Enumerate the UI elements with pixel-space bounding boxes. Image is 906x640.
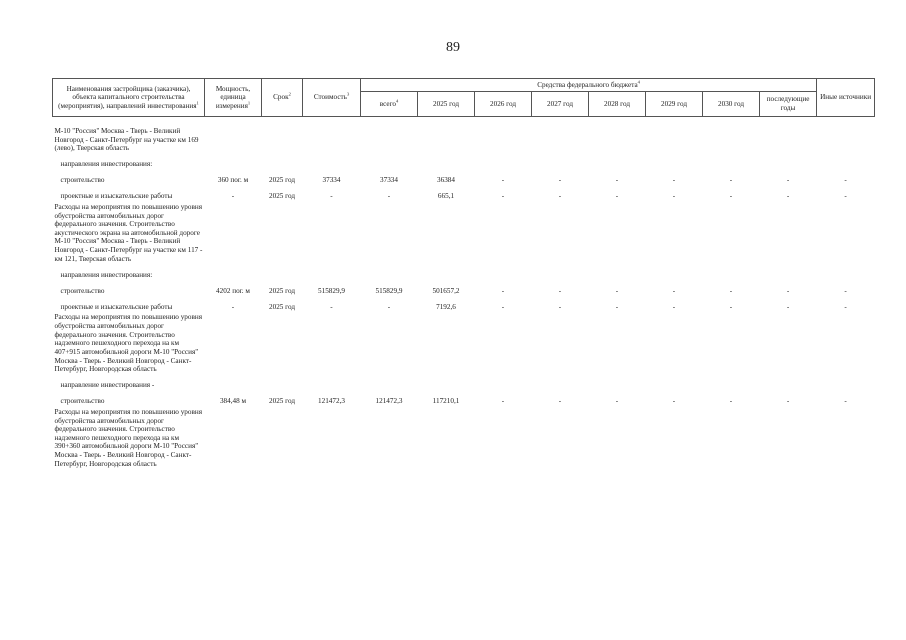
later-years-cell: -	[786, 286, 790, 295]
other-sources-cell: -	[844, 397, 847, 406]
header-2028: 2028 год	[589, 92, 646, 117]
row-label: проектные и изыскательские работы	[60, 302, 173, 311]
y2026-cell: -	[501, 176, 505, 185]
capacity-cell: 360 пог. м	[217, 176, 249, 185]
y2027-cell: -	[558, 302, 562, 311]
header-cost: Стоимость$^3$	[303, 79, 361, 117]
y2030-cell: -	[729, 192, 733, 201]
y2028-cell: -	[615, 286, 619, 295]
y2030-cell: -	[729, 302, 733, 311]
cost-cell: -	[330, 192, 333, 201]
later-years-cell: -	[786, 176, 790, 185]
cost-cell: 121472,3	[318, 397, 345, 406]
header-other-sources: Иные источники	[817, 79, 875, 117]
y2029-cell: -	[672, 397, 676, 406]
investment-direction-label: направление инвестирования -	[60, 381, 155, 390]
object-title: Расходы на мероприятия по повышению уровня обустройства автомобильных дорог федерального значения. Строительство акустического экрана на автомобильной дороге М-10 "Россия" Москва - Тверь - Великий Новгород - Санкт-Петербург на участке км 117 - км 121, Тверская область	[54, 202, 203, 263]
budget-table	[52, 78, 875, 469]
term-cell: 2025 год	[269, 286, 295, 295]
investment-direction-row	[53, 264, 875, 280]
investment-direction-label: направления инвестирования:	[60, 270, 153, 279]
table-row	[53, 391, 875, 407]
y2028-cell: -	[615, 302, 619, 311]
capacity-cell: -	[231, 302, 235, 311]
cost-cell: 37334	[322, 176, 341, 185]
investment-direction-row	[53, 154, 875, 170]
row-label: строительство	[60, 397, 105, 406]
y2025-cell: 7192,6	[436, 302, 456, 311]
y2026-cell: -	[501, 397, 505, 406]
y2030-cell: -	[729, 286, 733, 295]
table-row	[53, 186, 875, 202]
cost-cell: 515829,9	[318, 286, 345, 295]
header-capacity: Мощность, единица измерения$^1$	[205, 79, 262, 117]
row-label: строительство	[60, 286, 105, 295]
y2029-cell: -	[672, 302, 676, 311]
header-2026: 2026 год	[475, 92, 532, 117]
header-total: всего$^4$	[361, 92, 418, 117]
later-years-cell: -	[786, 302, 790, 311]
y2025-cell: 501657,2	[432, 286, 460, 295]
y2026-cell: -	[501, 302, 505, 311]
y2028-cell: -	[615, 176, 619, 185]
y2025-cell: 36384	[437, 176, 455, 185]
object-title-row	[53, 117, 875, 154]
other-sources-cell: -	[844, 176, 847, 185]
y2026-cell: -	[501, 192, 505, 201]
later-years-cell: -	[786, 397, 790, 406]
y2029-cell: -	[672, 192, 676, 201]
capacity-cell: 4202 пог. м	[216, 286, 250, 295]
term-cell: 2025 год	[269, 192, 295, 201]
header-2029: 2029 год	[646, 92, 703, 117]
y2029-cell: -	[672, 176, 676, 185]
y2027-cell: -	[558, 286, 562, 295]
header-term: Срок$^2$	[262, 79, 303, 117]
y2026-cell: -	[501, 286, 505, 295]
table-header	[53, 79, 875, 117]
cost-cell: -	[330, 302, 333, 311]
page-number: 89	[446, 40, 460, 55]
other-sources-cell: -	[844, 192, 847, 201]
header-2027: 2027 год	[532, 92, 589, 117]
object-title-row	[53, 202, 875, 264]
capacity-cell: -	[231, 192, 235, 201]
y2030-cell: -	[729, 176, 733, 185]
y2028-cell: -	[615, 192, 619, 201]
y2027-cell: -	[558, 176, 562, 185]
header-federal-budget: Средства федерального бюджета$^4$	[361, 79, 817, 92]
term-cell: 2025 год	[269, 176, 295, 185]
total-cell: 37334	[380, 176, 398, 185]
object-title: Расходы на мероприятия по повышению уровня обустройства автомобильных дорог федерального значения. Строительство надземного пешеходного перехода на км 407+915 автомобильной дороги М-10 "Россия" Москва - Тверь - Великий Новгород - Санкт-Петербург, Новгородская область	[54, 313, 203, 374]
object-title-row	[53, 312, 875, 374]
other-sources-cell: -	[844, 286, 847, 295]
total-cell: -	[387, 302, 391, 311]
row-label: строительство	[60, 176, 105, 185]
header-2025: 2025 год	[418, 92, 475, 117]
y2025-cell: 665,1	[437, 192, 455, 201]
later-years-cell: -	[786, 192, 790, 201]
object-title: Расходы на мероприятия по повышению уровня обустройства автомобильных дорог федерального значения. Строительство надземного пешеходного перехода на км 390+360 автомобильной дороги М-10 "Россия" Москва - Тверь - Великий Новгород - Санкт-Петербург, Новгородская область	[54, 407, 203, 468]
table-row	[53, 280, 875, 296]
table-body	[53, 117, 875, 470]
header-later-years: последующие годы	[760, 92, 817, 117]
header-name: Наименования застройщика (заказчика), объекта капитального строительства (мероприятия), направлений инвестирования$^1$	[53, 79, 205, 117]
y2030-cell: -	[729, 397, 733, 406]
y2025-cell: 117210,1	[432, 397, 460, 406]
header-2030: 2030 год	[703, 92, 760, 117]
total-cell: -	[387, 192, 391, 201]
y2028-cell: -	[615, 397, 619, 406]
investment-direction-label: направления инвестирования:	[60, 160, 153, 169]
term-cell: 2025 год	[269, 302, 295, 311]
capacity-cell: 384,48 м	[219, 397, 247, 406]
investment-direction-row	[53, 375, 875, 391]
object-title: М-10 "Россия" Москва - Тверь - Великий Новгород - Санкт-Петербург на участке км 169 (лево), Тверская область	[54, 127, 199, 153]
row-label: проектные и изыскательские работы	[60, 192, 173, 201]
y2027-cell: -	[558, 397, 562, 406]
object-title-row	[53, 407, 875, 469]
total-cell: 515829,9	[375, 286, 403, 295]
table-row	[53, 296, 875, 312]
y2027-cell: -	[558, 192, 562, 201]
table-row	[53, 170, 875, 186]
other-sources-cell: -	[844, 302, 847, 311]
term-cell: 2025 год	[269, 397, 295, 406]
total-cell: 121472,3	[375, 397, 403, 406]
y2029-cell: -	[672, 286, 676, 295]
